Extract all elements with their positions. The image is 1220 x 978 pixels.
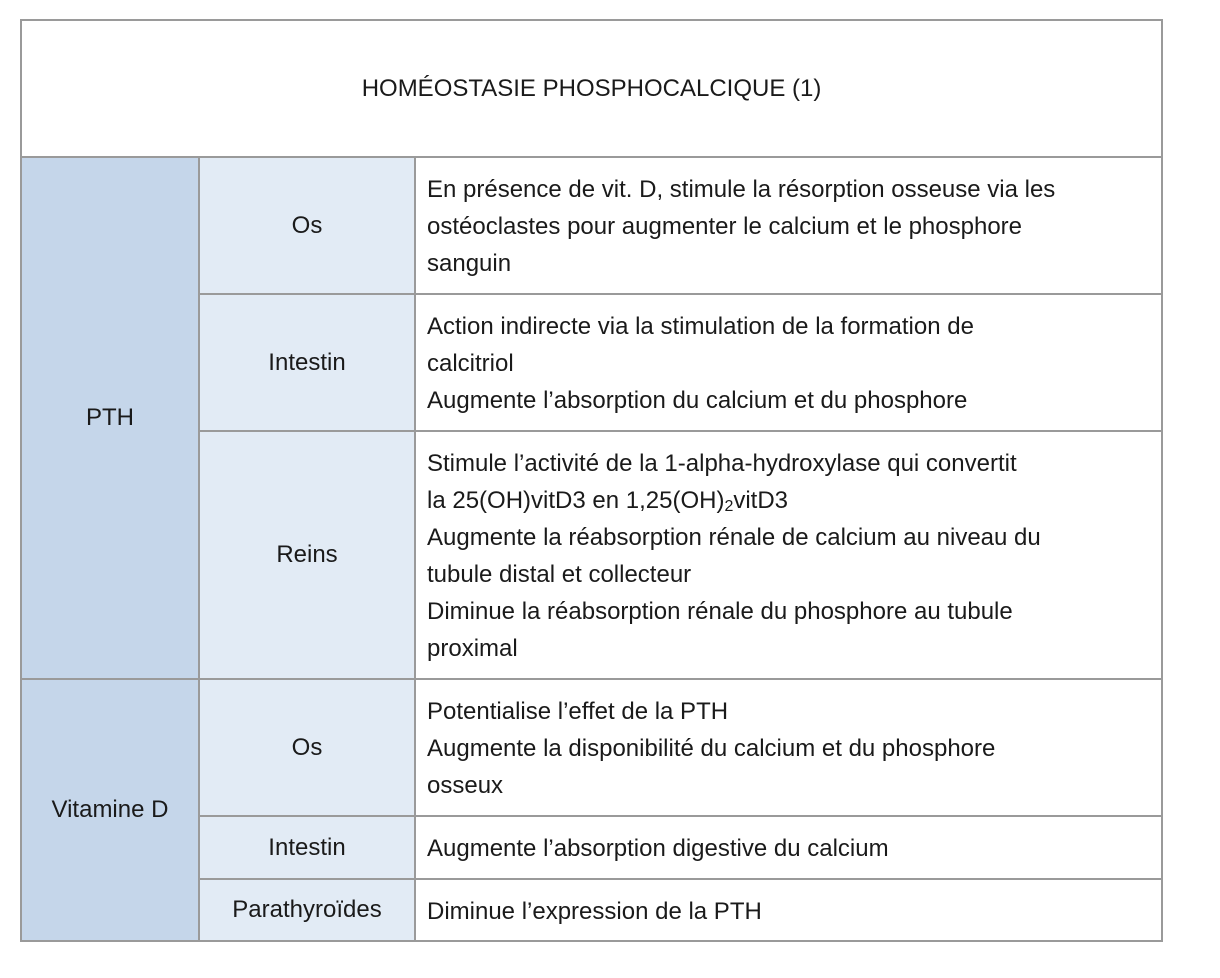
effect-cell <box>415 431 1162 679</box>
effect-line-formula <box>427 482 1151 519</box>
effect-line: proximal <box>427 635 518 662</box>
effect-line: Diminue la réabsorption rénale du phosphore au tubule <box>427 598 1013 625</box>
organ-cell: Reins <box>199 431 415 679</box>
effect-line: Action indirecte via la stimulation de la formation de <box>427 313 974 340</box>
hormone-cell-vitamine-d: Vitamine D <box>21 679 199 941</box>
effect-line: En présence de vit. D, stimule la résorption osseuse via les <box>427 176 1056 203</box>
effect-cell <box>415 157 1162 294</box>
effect-line: Diminue l’expression de la PTH <box>427 897 762 925</box>
formula-text: vitD3 <box>733 487 789 514</box>
effect-line: Augmente la disponibilité du calcium et du phosphore <box>427 735 996 762</box>
effect-line: sanguin <box>427 250 512 277</box>
table-row <box>21 679 1162 816</box>
effect-line: Augmente l’absorption digestive du calcium <box>427 835 889 862</box>
effect-line: Augmente la réabsorption rénale de calcium au niveau du <box>427 524 1041 551</box>
title-row <box>21 20 1162 157</box>
effect-cell <box>415 294 1162 431</box>
organ-cell: Os <box>199 679 415 816</box>
formula-text: la 25(OH)vitD3 en 1,25(OH) <box>427 487 725 514</box>
organ-cell: Os <box>199 157 415 294</box>
formula-subscript: 2 <box>724 498 734 515</box>
organ-cell: Parathyroïdes <box>199 879 415 941</box>
effect-cell <box>415 816 1162 879</box>
effect-line: ostéoclastes pour augmenter le calcium et le phosphore <box>427 213 1023 240</box>
effect-line: Potentialise l’effet de la PTH <box>427 698 729 725</box>
effect-cell <box>415 679 1162 816</box>
effect-cell <box>415 879 1162 941</box>
table-row <box>21 157 1162 294</box>
effect-line: tubule distal et collecteur <box>427 561 692 588</box>
organ-cell: Intestin <box>199 294 415 431</box>
effect-line: Augmente l’absorption du calcium et du phosphore <box>427 387 968 414</box>
effect-line: calcitriol <box>427 350 514 377</box>
effect-line: Stimule l’activité de la 1-alpha-hydroxylase qui convertit <box>427 450 1017 477</box>
table-title: HOMÉOSTASIE PHOSPHOCALCIQUE (1) <box>21 20 1162 157</box>
organ-cell: Intestin <box>199 816 415 879</box>
phosphocalcic-table <box>20 19 1163 942</box>
hormone-cell-pth: PTH <box>21 157 199 679</box>
effect-line: osseux <box>427 772 504 799</box>
